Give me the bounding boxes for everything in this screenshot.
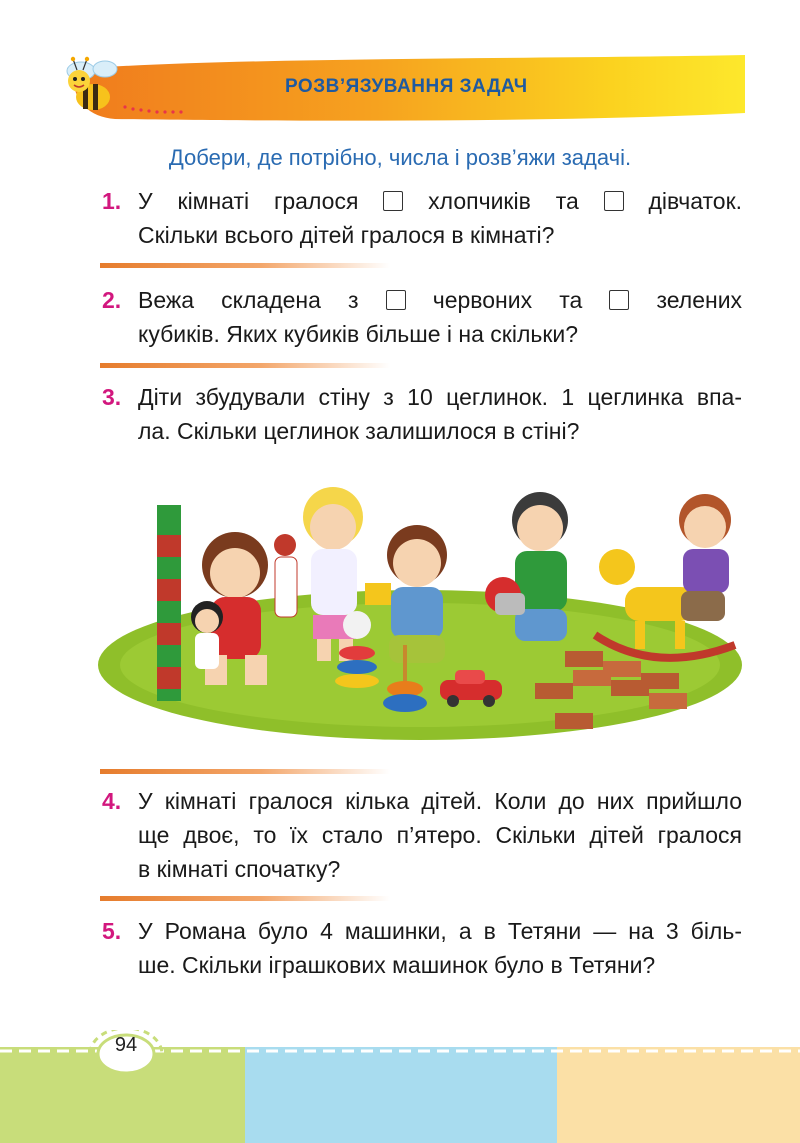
task-line: ла. Скільки цеглинок залишилося в стіні? xyxy=(138,418,580,444)
embroidered-doll xyxy=(274,534,297,617)
separator-line xyxy=(100,263,390,268)
task-line: У Романа було 4 машинки, а в Тетяни — на 3 біль- xyxy=(138,918,742,944)
answer-box[interactable] xyxy=(386,290,406,310)
task-line: У кімнаті гралося кілька дітей. Коли до них прийшло xyxy=(138,788,742,814)
boy-blue-shirt xyxy=(387,525,447,663)
task-1 xyxy=(102,184,742,252)
task-line: Скільки всього дітей гралося в кімнаті? xyxy=(138,222,555,248)
task-line: в кімнаті спочатку? xyxy=(138,856,341,882)
task-number: 4. xyxy=(102,788,122,814)
task-line: Вежа складена з червоних та зелених xyxy=(138,287,743,313)
section-title: РОЗВ’ЯЗУВАННЯ ЗАДАЧ xyxy=(285,76,528,97)
task-number: 2. xyxy=(102,287,122,313)
answer-box[interactable] xyxy=(609,290,629,310)
task-2 xyxy=(102,283,742,351)
task-line: Діти збудували стіну з 10 цеглинок. 1 цеглинка впа- xyxy=(138,384,742,410)
separator-line xyxy=(100,896,390,901)
task-line: ше. Скільки іграшкових машинок було в Тетяни? xyxy=(138,952,656,978)
task-5 xyxy=(102,914,742,982)
separator-line xyxy=(100,769,390,774)
answer-box[interactable] xyxy=(383,191,403,211)
task-4 xyxy=(102,784,742,886)
task-number: 5. xyxy=(102,918,122,944)
boy-purple-shirt xyxy=(679,494,731,621)
task-line: кубиків. Яких кубиків більше і на скільки? xyxy=(138,321,579,347)
task-number: 3. xyxy=(102,384,122,410)
instruction-text: Добери, де потрібно, числа і розв’яжи задачі. xyxy=(168,145,632,170)
block-tower xyxy=(157,505,181,701)
page-number: 94 xyxy=(114,1034,138,1056)
children-playing-with-toys-illustration xyxy=(95,475,745,750)
task-number: 1. xyxy=(102,188,122,214)
task-line: У кімнаті гралося хлопчиків та дівчаток. xyxy=(138,188,743,214)
task-line: ще двоє, то їх стало п’ятеро. Скільки дітей гралося xyxy=(138,822,742,848)
task-3 xyxy=(102,380,742,448)
boy-green-shirt xyxy=(512,492,568,641)
separator-line xyxy=(100,363,390,368)
answer-box[interactable] xyxy=(604,191,624,211)
yellow-cube xyxy=(365,583,391,605)
